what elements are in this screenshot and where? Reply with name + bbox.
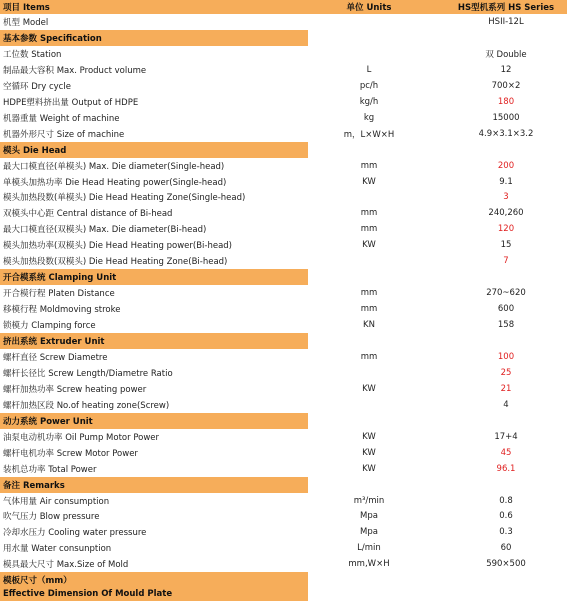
spec-row bbox=[0, 110, 567, 126]
spec-value: 17+4 bbox=[494, 431, 518, 442]
spec-label: 螺杆加热功率 Screw heating power bbox=[3, 384, 147, 395]
spec-label: 吹气压力 Blow pressure bbox=[3, 512, 100, 523]
spec-value: 21 bbox=[500, 383, 512, 394]
spec-row bbox=[0, 158, 567, 174]
spec-row bbox=[0, 46, 567, 62]
spec-unit: L/min bbox=[357, 543, 381, 554]
spec-row bbox=[0, 461, 567, 477]
spec-row bbox=[0, 349, 567, 365]
spec-label: 螺杆加热区段 No.of heating zone(Screw) bbox=[3, 400, 170, 411]
section-title: 开合模系统 Clamping Unit bbox=[3, 273, 117, 284]
spec-value: 240,260 bbox=[488, 208, 524, 219]
spec-row bbox=[0, 253, 567, 269]
spec-label: 最大口模直径(单模头) Max. Die diameter(Single-head) bbox=[3, 161, 225, 172]
section-header bbox=[0, 30, 567, 46]
spec-label: 机器外形尺寸 Size of machine bbox=[3, 129, 125, 140]
spec-label: 螺杆长径比 Screw Length/Diametre Ratio bbox=[3, 368, 173, 379]
spec-unit: KW bbox=[362, 240, 376, 251]
spec-value: 3 bbox=[503, 192, 509, 203]
spec-row bbox=[0, 524, 567, 540]
spec-label: 油泵电动机功率 Oil Pump Motor Power bbox=[3, 432, 160, 443]
section-title: 备注 Remarks bbox=[3, 480, 65, 491]
spec-label: 双模头中心距 Central distance of Bi-head bbox=[3, 209, 173, 220]
spec-value: 双 Double bbox=[485, 49, 527, 60]
spec-label: 工位数 Station bbox=[3, 49, 62, 60]
model-row bbox=[0, 14, 567, 30]
spec-row bbox=[0, 381, 567, 397]
spec-row bbox=[0, 301, 567, 317]
spec-row bbox=[0, 285, 567, 301]
spec-value: 15000 bbox=[492, 112, 520, 123]
spec-row bbox=[0, 509, 567, 525]
spec-unit: Mpa bbox=[360, 527, 378, 538]
spec-value: 4 bbox=[503, 399, 509, 410]
spec-value: 100 bbox=[497, 351, 515, 362]
spec-value: 25 bbox=[500, 367, 512, 378]
spec-value: 9.1 bbox=[499, 176, 513, 187]
spec-unit: mm bbox=[360, 351, 378, 362]
spec-value: 0.3 bbox=[499, 527, 513, 538]
spec-value: 60 bbox=[500, 543, 512, 554]
spec-unit: KW bbox=[362, 447, 376, 458]
spec-row bbox=[0, 493, 567, 509]
spec-label: 模头加热段数(单模头) Die Head Heating Zone(Single-head) bbox=[3, 193, 246, 204]
spec-row bbox=[0, 317, 567, 333]
series-header: HS型机系列 HS Series bbox=[457, 3, 555, 13]
section-header bbox=[0, 269, 567, 285]
section-header bbox=[0, 333, 567, 349]
spec-unit: m，L×W×H bbox=[343, 129, 395, 140]
spec-value: 12 bbox=[500, 64, 512, 75]
section-header bbox=[0, 413, 567, 429]
section-title: 基本参数 Specification bbox=[3, 33, 102, 44]
section-title: 挤出系统 Extruder Unit bbox=[3, 337, 105, 348]
footer-section-1 bbox=[0, 572, 567, 587]
spec-value: 45 bbox=[500, 447, 512, 458]
spec-row bbox=[0, 126, 567, 142]
spec-row bbox=[0, 365, 567, 381]
spec-unit: mm,W×H bbox=[348, 559, 390, 570]
model-value: HSII-12L bbox=[488, 17, 524, 27]
section-title: 动力系统 Power Unit bbox=[3, 416, 93, 427]
spec-value: 0.8 bbox=[499, 495, 513, 506]
model-label: 机型 Model bbox=[3, 18, 49, 28]
spec-unit: mm bbox=[360, 304, 378, 315]
spec-label: 单模头加热功率 Die Head Heating power(Single-head) bbox=[3, 177, 227, 188]
spec-label: 气体用量 Air consumption bbox=[3, 496, 110, 507]
items-header: 项目 Items bbox=[3, 3, 50, 13]
spec-value: 180 bbox=[497, 96, 515, 107]
spec-label: 机器重量 Weight of machine bbox=[3, 113, 120, 124]
spec-label: 移模行程 Moldmoving stroke bbox=[3, 305, 121, 316]
spec-value: 590×500 bbox=[486, 559, 526, 570]
spec-label: 模头加热功率(双模头) Die Head Heating power(Bi-head) bbox=[3, 241, 232, 252]
spec-label: 最大口模直径(双模头) Max. Die diameter(Bi-head) bbox=[3, 225, 207, 236]
spec-label: 用水量 Water consunption bbox=[3, 544, 112, 555]
spec-unit: KW bbox=[362, 383, 376, 394]
spec-row bbox=[0, 190, 567, 206]
spec-label: 冷却水压力 Cooling water pressure bbox=[3, 528, 147, 539]
spec-unit: mm bbox=[360, 208, 378, 219]
spec-label: 螺杆直径 Screw Diametre bbox=[3, 352, 108, 363]
spec-label: HDPE塑料挤出量 Output of HDPE bbox=[3, 97, 139, 108]
spec-value: 15 bbox=[500, 240, 512, 251]
spec-label: 制品最大容积 Max. Product volume bbox=[3, 65, 147, 76]
spec-unit: pc/h bbox=[359, 80, 379, 91]
table-header bbox=[0, 0, 567, 14]
section-header bbox=[0, 142, 567, 158]
spec-row bbox=[0, 62, 567, 78]
spec-row bbox=[0, 221, 567, 237]
spec-label: 锁模力 Clamping force bbox=[3, 321, 96, 332]
spec-value: 200 bbox=[497, 160, 515, 171]
spec-unit: KW bbox=[362, 431, 376, 442]
spec-label: 模头加热段数(双模头) Die Head Heating Zone(Bi-head) bbox=[3, 257, 228, 268]
spec-row bbox=[0, 237, 567, 253]
spec-value: 0.6 bbox=[499, 511, 513, 522]
spec-label: 装机总功率 Total Power bbox=[3, 464, 97, 475]
spec-value: 270~620 bbox=[486, 288, 526, 299]
spec-unit: m³/min bbox=[353, 495, 385, 506]
spec-unit: mm bbox=[360, 160, 378, 171]
spec-unit: KN bbox=[363, 320, 375, 331]
spec-row bbox=[0, 94, 567, 110]
spec-row bbox=[0, 205, 567, 221]
spec-unit: Mpa bbox=[360, 511, 378, 522]
spec-value: 700×2 bbox=[491, 80, 521, 91]
spec-unit: KW bbox=[362, 176, 376, 187]
spec-unit: mm bbox=[360, 288, 378, 299]
spec-value: 600 bbox=[497, 304, 515, 315]
footer-title: 模板尺寸（mm） bbox=[3, 575, 72, 586]
units-header: 单位 Units bbox=[346, 3, 392, 13]
spec-unit: kg bbox=[363, 112, 375, 123]
spec-row bbox=[0, 556, 567, 572]
spec-row bbox=[0, 397, 567, 413]
section-title: 模头 Die Head bbox=[3, 145, 67, 156]
spec-row bbox=[0, 445, 567, 461]
spec-value: 120 bbox=[497, 224, 515, 235]
footer-subtitle: Effective Dimension Of Mould Plate bbox=[3, 589, 173, 599]
spec-label: 模具最大尺寸 Max.Size of Mold bbox=[3, 560, 129, 571]
spec-row bbox=[0, 174, 567, 190]
spec-label: 开合模行程 Platen Distance bbox=[3, 289, 115, 300]
spec-value: 158 bbox=[497, 320, 515, 331]
spec-row bbox=[0, 429, 567, 445]
spec-label: 空循环 Dry cycle bbox=[3, 81, 71, 92]
spec-row bbox=[0, 540, 567, 556]
section-header bbox=[0, 477, 567, 493]
spec-row bbox=[0, 78, 567, 94]
spec-unit: mm bbox=[360, 224, 378, 235]
spec-value: 4.9×3.1×3.2 bbox=[478, 128, 534, 139]
spec-value: 7 bbox=[503, 256, 509, 267]
footer-section-2 bbox=[0, 587, 567, 601]
spec-value: 96.1 bbox=[496, 463, 516, 474]
spec-unit: L bbox=[366, 64, 372, 75]
spec-unit: kg/h bbox=[359, 96, 379, 107]
spec-label: 螺杆电机功率 Screw Motor Power bbox=[3, 448, 138, 459]
spec-unit: KW bbox=[362, 463, 376, 474]
